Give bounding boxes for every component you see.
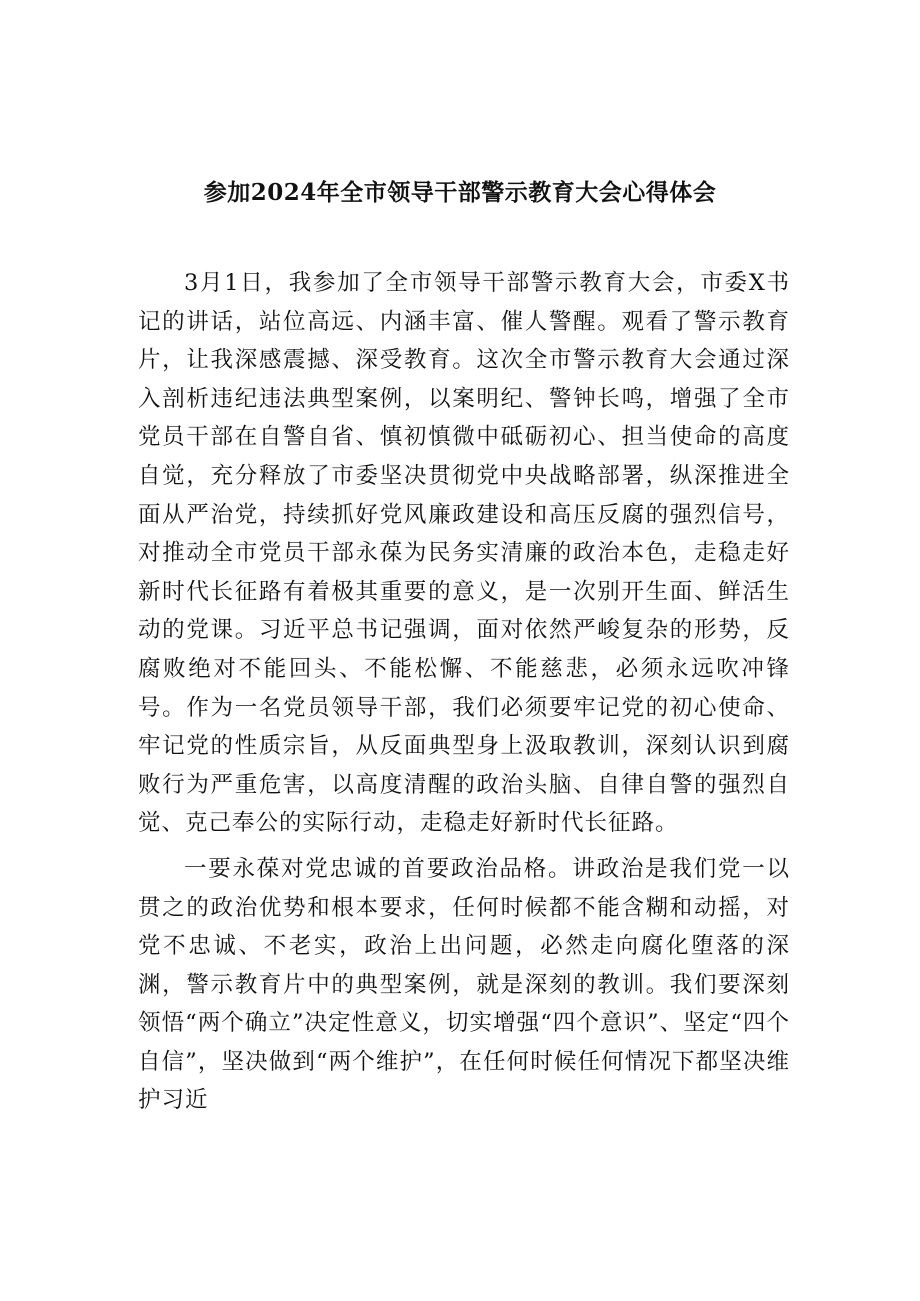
- paragraph-point-one: 一要永葆对党忠诚的首要政治品格。讲政治是我们党一以贯之的政治优势和根本要求，任何时候都不能含糊和动摇，对党不忠诚、不老实，政治上出问题，必然走向腐化堕落的深渊，警示教育片中的典型案例，就是深刻的教训。我们要深刻领悟“两个确立”决定性意义，切实增强“四个意识”、坚定“四个自信”，坚决做到“两个维护”，在任何时候任何情况下都坚决维护习近: [138, 855, 790, 1114]
- paragraph-intro: 3月1日，我参加了全市领导干部警示教育大会，市委X书记的讲话，站位高远、内涵丰富、催人警醒。观看了警示教育片，让我深感震撼、深受教育。这次全市警示教育大会通过深入剖析违纪违法典型案例，以案明纪、警钟长鸣，增强了全市党员干部在自警自省、慎初慎微中砥砺初心、担当使命的高度自觉，充分释放了市委坚决贯彻党中央战略部署，纵深推进全面从严治党，持续抓好党风廉政建设和高压反腐的强烈信号，对推动全市党员干部永葆为民务实清廉的政治本色，走稳走好新时代长征路有着极其重要的意义，是一次别开生面、鲜活生动的党课。习近平总书记强调，面对依然严峻复杂的形势，反腐败绝对不能回头、不能松懈、不能慈悲，必须永远吹冲锋号。作为一名党员领导干部，我们必须要牢记党的初心使命、牢记党的性质宗旨，从反面典型身上汲取教训，深刻认识到腐败行为严重危害，以高度清醒的政治头脑、自律自警的强烈自觉、克己奉公的实际行动，走稳走好新时代长征路。: [138, 270, 790, 837]
- document-body: [138, 264, 790, 1127]
- document-title: 参加2024年全市领导干部警示教育大会心得体会: [203, 179, 717, 206]
